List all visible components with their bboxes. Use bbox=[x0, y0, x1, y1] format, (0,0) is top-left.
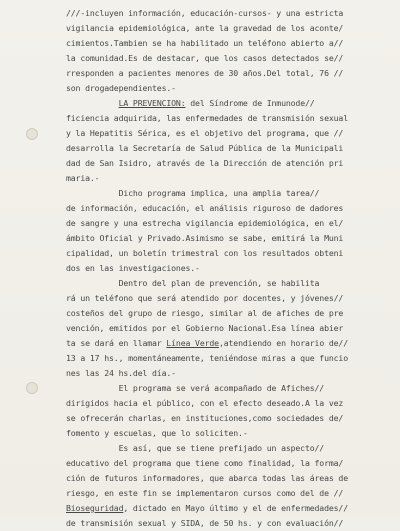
text-line bbox=[66, 261, 396, 276]
text-line bbox=[66, 321, 396, 336]
text-segment: de transmisión sexual y SIDA, de 50 hs. y con evaluación// bbox=[66, 518, 344, 528]
text-segment: , dictado en Mayo último y el de enfermedades// bbox=[123, 503, 348, 513]
text-segment: costeños del grupo de riesgo, similar al de afiches de pre bbox=[66, 308, 344, 318]
text-segment: cimientos.Tambien se ha habilitado un teléfono abierto a// bbox=[66, 38, 344, 48]
text-line bbox=[66, 81, 396, 96]
text-segment: El programa se verá acompañado de Afiches// bbox=[66, 383, 325, 393]
text-line bbox=[66, 306, 396, 321]
text-line bbox=[66, 516, 396, 531]
text-segment: Dentro del plan de prevención, se habilita bbox=[66, 278, 320, 288]
text-line bbox=[66, 291, 396, 306]
text-line bbox=[66, 366, 396, 381]
text-line bbox=[66, 396, 396, 411]
text-segment: cipalidad, un boletín trimestral con los resultados obteni bbox=[66, 248, 344, 258]
text-line bbox=[66, 216, 396, 231]
text-line bbox=[66, 441, 396, 456]
text-segment: educativo del programa que tiene como finalidad, la forma/ bbox=[66, 458, 344, 468]
text-line bbox=[66, 141, 396, 156]
punch-hole bbox=[26, 128, 38, 140]
text-line bbox=[66, 336, 396, 351]
text-line bbox=[66, 501, 396, 516]
text-segment: desarrolla la Secretaría de Salud Pública de la Municipali bbox=[66, 143, 344, 153]
text-segment: se ofrecerán charlas, en instituciones,como sociedades de/ bbox=[66, 413, 344, 423]
text-segment: y la Hepatitis Sérica, es el objetivo del programa, que // bbox=[66, 128, 344, 138]
text-segment: nes las 24 hs.del día.- bbox=[66, 368, 176, 378]
text-segment: ficiencia adquirida, las enfermedades de transmisión sexual bbox=[66, 113, 348, 123]
text-segment: dirigidos hacia el público, con el efecto deseado.A la vez bbox=[66, 398, 344, 408]
punch-hole bbox=[26, 382, 38, 394]
text-segment: son drogadependientes.- bbox=[66, 83, 176, 93]
text-line bbox=[66, 201, 396, 216]
underlined-text: Línea Verde bbox=[166, 338, 219, 348]
text-line bbox=[66, 231, 396, 246]
text-line bbox=[66, 171, 396, 186]
text-line bbox=[66, 411, 396, 426]
text-segment: fomento y escuelas, que lo soliciten.- bbox=[66, 428, 248, 438]
text-segment bbox=[66, 98, 119, 108]
text-segment: de información, educación, el análisis riguroso de dadores bbox=[66, 203, 344, 213]
underlined-text: LA PREVENCION: bbox=[118, 98, 186, 108]
text-line bbox=[66, 21, 396, 36]
text-line bbox=[66, 156, 396, 171]
text-line bbox=[66, 381, 396, 396]
text-segment: ,atendiendo en horario de// bbox=[218, 338, 348, 348]
text-segment: ///-incluyen información, educación-cursos- y una estricta bbox=[66, 8, 344, 18]
text-line bbox=[66, 246, 396, 261]
typewritten-text bbox=[66, 6, 396, 531]
text-segment: Es así, que se tiene prefijado un aspecto// bbox=[66, 443, 325, 453]
text-line bbox=[66, 66, 396, 81]
text-line bbox=[66, 471, 396, 486]
text-line bbox=[66, 111, 396, 126]
text-line bbox=[66, 96, 396, 111]
text-segment: de sangre y una estrecha vigilancia epidemiológica, en el/ bbox=[66, 218, 344, 228]
text-line bbox=[66, 186, 396, 201]
text-segment: la comunidad.Es de destacar, que los casos detectados se// bbox=[66, 53, 344, 63]
text-line bbox=[66, 426, 396, 441]
text-line bbox=[66, 6, 396, 21]
text-segment: rresponden a pacientes menores de 30 años.Del total, 76 // bbox=[66, 68, 344, 78]
text-line bbox=[66, 456, 396, 471]
text-segment: vigilancia epidemiológica, ante la gravedad de los aconte/ bbox=[66, 23, 344, 33]
text-segment: Dicho programa implica, una amplia tarea// bbox=[66, 188, 320, 198]
text-line bbox=[66, 351, 396, 366]
text-segment: vención, emitidos por el Gobierno Nacional.Esa línea abier bbox=[66, 323, 344, 333]
text-segment: ta se dará en llamar bbox=[66, 338, 167, 348]
text-segment: dos en las investigaciones.- bbox=[66, 263, 200, 273]
text-segment: del Síndrome de Inmunode// bbox=[185, 98, 315, 108]
text-line bbox=[66, 276, 396, 291]
text-segment: rá un teléfono que será atendido por docentes, y jóvenes// bbox=[66, 293, 344, 303]
text-segment: dad de San Isidro, através de la Dirección de atención pri bbox=[66, 158, 344, 168]
underlined-text: Bioseguridad bbox=[66, 503, 124, 513]
text-line bbox=[66, 51, 396, 66]
text-line bbox=[66, 126, 396, 141]
text-segment: maria.- bbox=[66, 173, 100, 183]
text-line bbox=[66, 36, 396, 51]
text-segment: 13 a 17 hs., momentáneamente, teniéndose miras a que funcio bbox=[66, 353, 348, 363]
text-segment: riesgo, en este fin se implementaron cursos como del de // bbox=[66, 488, 344, 498]
text-segment: ción de futuros informadores, que abarca todas las áreas de bbox=[66, 473, 348, 483]
text-line bbox=[66, 486, 396, 501]
text-segment: ámbito Oficial y Privado.Asimismo se sabe, emitirá la Muni bbox=[66, 233, 344, 243]
